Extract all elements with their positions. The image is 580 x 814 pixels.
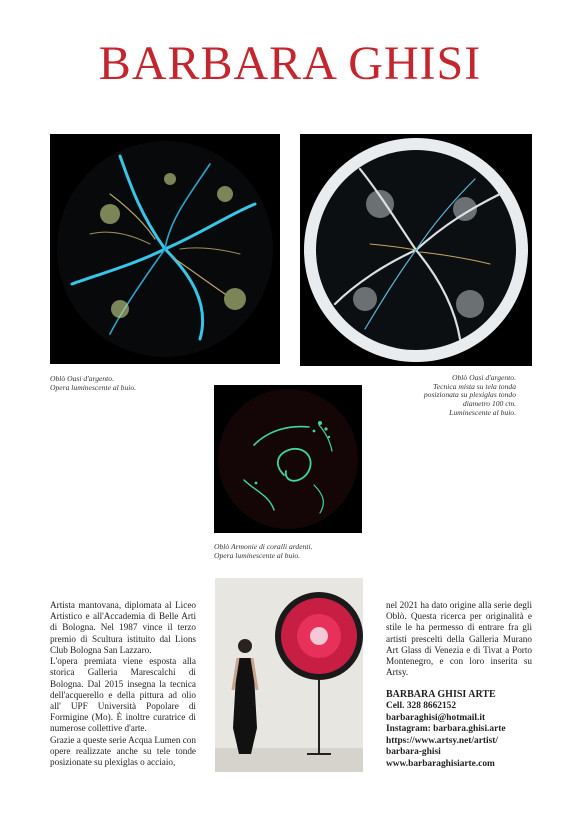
contact-block [386,689,536,770]
contact-artsy-link[interactable]: https://www.artsy.net/artist/ [386,735,498,746]
caption-artwork-2 [366,374,516,418]
bio-paragraph: nel 2021 ha dato origine alla serie degli Oblò. Questa ricerca per originalità e stile le ha permesso di entrare fra gli artisti prescelti della Galleria Murano Art Glass di Venezia e di Tivat a Porto Montenegro, e con loro inserita su Artsy. [386,600,532,678]
caption-line: Opera luminescente al buio. [50,382,137,392]
artwork-image-oasi-1 [50,134,280,364]
caption-artwork-3 [214,543,374,560]
contact-artsy-link-cont[interactable]: barbara-ghisi [386,747,441,758]
artwork-image-armonie [214,385,362,533]
contact-name: BARBARA GHISI ARTE [386,689,496,700]
page-title: BARBARA GHISI [98,37,482,90]
artwork-image-oasi-2 [300,134,532,366]
caption-line: Luminescente al buio. [449,407,516,417]
contact-phone: Cell. 328 8662152 [386,701,457,712]
caption-line: Oblò Oasi d'argento. [452,373,516,382]
caption-line: Oblò Oasi d'argento. [50,374,114,383]
caption-line: Oblò Armonie di coralli ardenti. [214,542,313,551]
caption-line: posizionata su plexiglas tondo [423,390,516,400]
bio-paragraph: Grazie a queste serie Acqua Lumen con opere realizzate anche su tele tonde posizionate su plexiglas o acciaio, [50,734,196,768]
bio-paragraph: Artista mantovana, diplomata al Liceo Artistico e all'Accademia di Belle Arti di Bologna. Nel 1987 vince il terzo premio di Scultura istituito dal Lions Club Bologna San Lazzaro. [50,600,196,655]
contact-email[interactable]: barbaraghisi@hotmail.it [386,712,486,723]
bio-paragraph: L'opera premiata viene esposta alla storica Galleria Marescalchi di Bologna. Dal 2015 insegna la tecnica dell'acquerello e della pittura ad olio all' UPF Università Popolare di Formigine (Mo). È inoltre curatrice di numerose collettive d'arte. [50,656,196,734]
contact-website[interactable]: www.barbaraghisiarte.com [386,758,495,769]
caption-artwork-1 [50,375,230,392]
artist-photo [215,578,363,772]
caption-line: Opera luminescente al buio. [214,550,301,560]
caption-line: Tecnica mista su tela tonda [433,381,516,391]
biography-right-column [386,600,532,679]
caption-line: diametro 100 cm. [462,399,516,409]
biography-left-column [50,600,196,768]
contact-instagram[interactable]: Instagram: barbara.ghisi.arte [386,724,506,735]
